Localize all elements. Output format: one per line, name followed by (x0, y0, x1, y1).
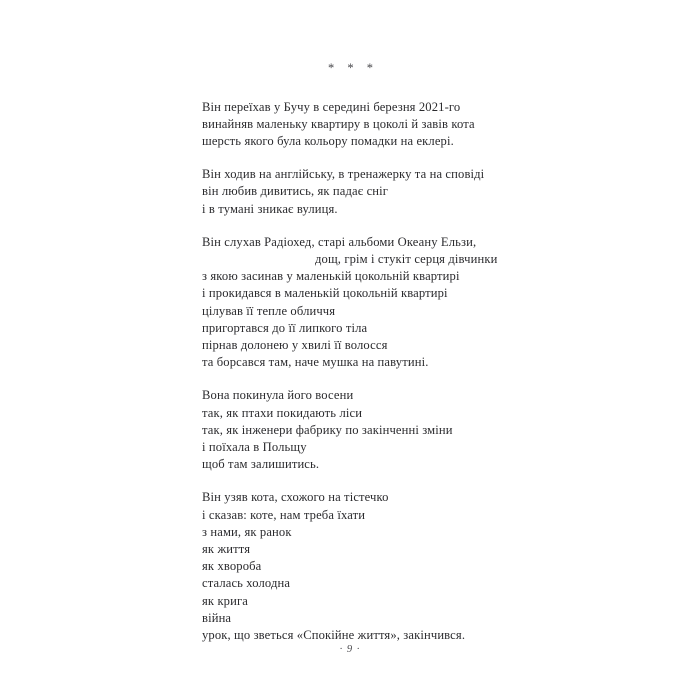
poem-line: він любив дивитись, як падає сніг (202, 184, 389, 199)
poem-line: війна (202, 610, 232, 625)
poem-line: шерсть якого була кольору помадки на еклері. (202, 133, 454, 148)
poem-line: дощ, грім і стукіт серця дівчинки (315, 251, 498, 266)
poem-stanza (202, 166, 542, 218)
poem-line: як життя (202, 541, 251, 556)
poem-line: та борсався там, наче мушка на павутині. (202, 355, 429, 370)
poem-line: урок, що зветься «Спокійне життя», закінчився. (202, 627, 466, 642)
poem-line: Він ходив на англійську, в тренажерку та на сповіді (202, 167, 485, 182)
poem-line: Вона покинула його восени (202, 388, 354, 403)
poem-line: пірнав долонею у хвилі її волосся (202, 337, 388, 352)
stanza-container (202, 99, 542, 645)
poem-line: так, як інженери фабрику по закінченні зміни (202, 422, 453, 437)
poem-line: щоб там залишитись. (202, 457, 320, 472)
poem-line: з якою засинав у маленькій цокольній квартирі (202, 269, 460, 284)
poem-line: винайняв маленьку квартиру в цоколі й завів кота (202, 116, 475, 131)
poem-line: Він переїхав у Бучу в середині березня 2021-го (202, 99, 461, 114)
poem-line: Він узяв кота, схожого на тістечко (202, 490, 389, 505)
poem-line: як хвороба (202, 559, 262, 574)
poem-line: і прокидався в маленькій цокольній квартирі (202, 286, 448, 301)
poem-line: так, як птахи покидають ліси (202, 405, 363, 420)
poem-stanza (202, 489, 542, 644)
poem-line: і сказав: коте, нам треба їхати (202, 507, 366, 522)
poem-line: сталась холодна (202, 576, 291, 591)
poem-stanza (202, 387, 542, 473)
poem-line: і в тумані зникає вулиця. (202, 201, 338, 216)
poem-line: пригортався до її липкого тіла (202, 320, 368, 335)
poem-stanza (202, 234, 542, 372)
poem-text-column (202, 62, 542, 644)
poem-line: Він слухав Радіохед, старі альбоми Океану Ельзи, (202, 234, 477, 249)
section-separator-asterisks: * * * (328, 61, 378, 75)
page-number-folio: · 9 · (339, 644, 361, 655)
poem-line: і поїхала в Польщу (202, 439, 307, 454)
poem-line: цілував її тепле обличчя (202, 303, 336, 318)
poem-line: з нами, як ранок (202, 524, 292, 539)
poem-line: як крига (202, 593, 248, 608)
poem-stanza (202, 99, 542, 151)
